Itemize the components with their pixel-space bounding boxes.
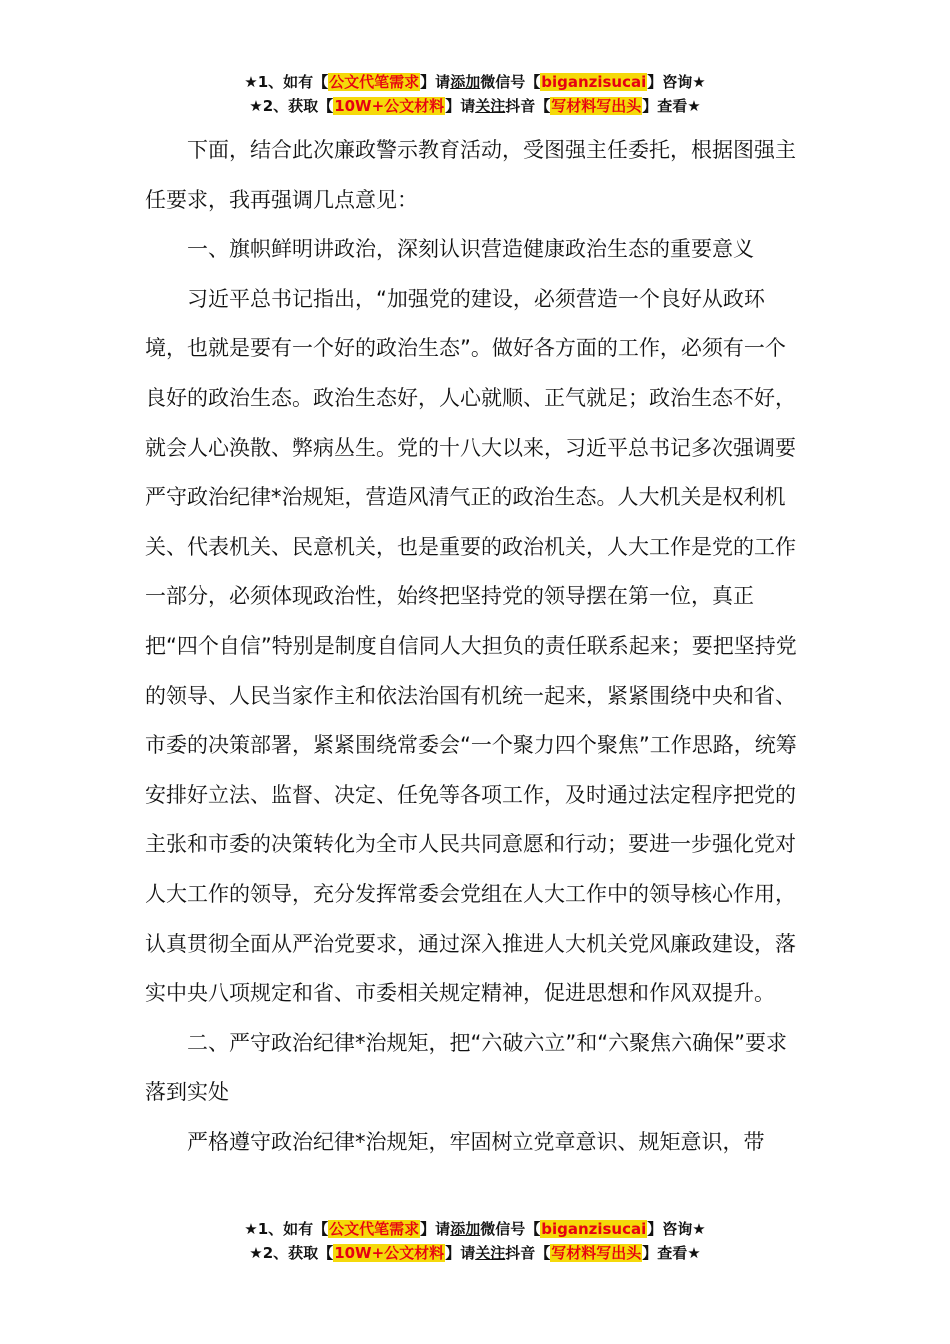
materials-highlight: 10W+公文材料 (334, 1244, 445, 1262)
notice-line-1: ★1、如有【公文代笔需求】请添加微信号【biganzisucai】咨询★ (244, 1220, 706, 1238)
wechat-id-highlight: biganzisucai (541, 73, 647, 91)
header-notice-banner (0, 70, 950, 118)
body-paragraph: 习近平总书记指出，“加强党的建设，必须营造一个良好从政环境，也就是要有一个好的政治生态”。做好各方面的工作，必须有一个良好的政治生态。政治生态好，人心就顺、正气就足；政治生态不好，就会人心涣散、弊病丛生。党的十八大以来，习近平总书记多次强调要严守政治纪律*治规矩，营造风清气正的政治生态。人大机关是权利机关、代表机关、民意机关，也是重要的政治机关，人大工作是党的工作一部分，必须体现政治性，始终把坚持党的领导摆在第一位，真正把“四个自信”特别是制度自信同人大担负的责任联系起来；要把坚持党的领导、人民当家作主和依法治国有机统一起来，紧紧围绕中央和省、市委的决策部署，紧紧围绕常委会“一个聚力四个聚焦”工作思路，统筹安排好立法、监督、决定、任免等各项工作，及时通过法定程序把党的主张和市委的决策转化为全市人民共同意愿和行动；要进一步强化党对人大工作的领导，充分发挥常委会党组在人大工作中的领导核心作用，认真贯彻全面从严治党要求，通过深入推进人大机关党风廉政建设，落实中央八项规定和省、市委相关规定精神，促进思想和作风双提升。 (145, 286, 797, 1006)
intro-paragraph: 下面，结合此次廉政警示教育活动，受图强主任委托，根据图强主任要求，我再强调几点意见： (145, 138, 796, 212)
notice-line-1: ★1、如有【公文代笔需求】请添加微信号【biganzisucai】咨询★ (244, 73, 706, 91)
notice-line-2: ★2、获取【10W+公文材料】请关注抖音【写材料写出头】查看★ (249, 97, 701, 115)
notice-line-2: ★2、获取【10W+公文材料】请关注抖音【写材料写出头】查看★ (249, 1244, 701, 1262)
wechat-id-highlight: biganzisucai (541, 1220, 647, 1238)
douyin-account-highlight: 写材料写出头 (551, 1244, 642, 1262)
section-heading-2: 二、严守政治纪律*治规矩，把“六破六立”和“六聚焦六确保”要求落到实处 (145, 1030, 788, 1105)
service-highlight: 公文代笔需求 (329, 73, 420, 91)
douyin-account-highlight: 写材料写出头 (551, 97, 642, 115)
materials-highlight: 10W+公文材料 (334, 97, 445, 115)
footer-notice-banner (0, 1217, 950, 1265)
body-paragraph-continued: 严格遵守政治纪律*治规矩，牢固树立党章意识、规矩意识，带 (187, 1129, 765, 1154)
document-body (145, 126, 805, 1167)
service-highlight: 公文代笔需求 (329, 1220, 420, 1238)
section-heading-1: 一、旗帜鲜明讲政治，深刻认识营造健康政治生态的重要意义 (187, 237, 754, 262)
